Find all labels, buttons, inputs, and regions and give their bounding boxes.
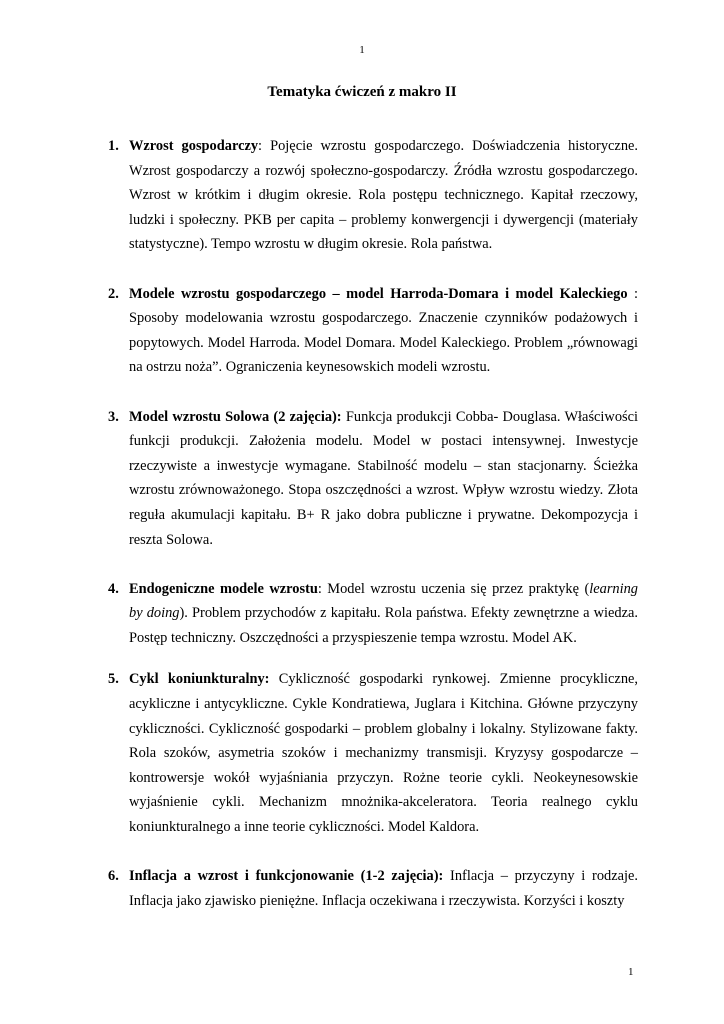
topic-number: 2. <box>108 285 119 302</box>
topic-item-4 <box>108 577 638 651</box>
topic-number: 5. <box>108 671 119 688</box>
topic-item-1 <box>108 134 638 257</box>
topic-number: 3. <box>108 408 119 425</box>
topic-description: Inflacja – przyczyny i rodzaje. Inflacja jako zjawisko pieniężne. Inflacja oczekiwana i rzeczywista. Korzyści i koszty <box>129 868 638 909</box>
topic-number: 4. <box>108 580 119 597</box>
topic-heading: Inflacja a wzrost i funkcjonowanie (1-2 zajęcia): <box>129 868 444 885</box>
topic-item-5 <box>108 667 638 839</box>
topic-description: Cykliczność gospodarki rynkowej. Zmienne procykliczne, acykliczne i antycykliczne. Cykle Kondratiewa, Juglara i Kitchina. Główne przyczyny cykliczności. Cykliczność gospodarki – problem globalny i lokalny. Stylizowane fakty. Rola szoków, asymetria szoków i mechanizmy transmisji. Kryzysy gospodarcze – kontrowersje wokół wyjaśniania przyczyn. Rożne teorie cykli. Neokeynesowskie wyjaśnienie cykli. Mechanizm mnożnika-akceleratora. Teoria realnego cyklu koniunkturalnego a inne teorie cykliczności. Model Kaldora. <box>129 671 639 836</box>
topic-description: : Model wzrostu uczenia się przez praktykę ( <box>317 580 590 597</box>
topic-item-6 <box>108 864 638 913</box>
page-number-top: 1 <box>359 44 365 56</box>
topics-list <box>108 134 638 938</box>
page-number-bottom: 1 <box>628 966 634 978</box>
topic-description-continued: ). Problem przychodów z kapitału. Rola państwa. Efekty zewnętrzne a wiedza. Postęp techniczny. Oszczędności a przyspieszenie tempa wzrostu. Model AK. <box>129 605 638 646</box>
topic-italic-term: learning by doing <box>129 580 638 622</box>
topic-description: : Pojęcie wzrostu gospodarczego. Doświadczenia historyczne. Wzrost gospodarczy a rozwój społeczno-gospodarczy. Źródła wzrostu gospodarczego. Wzrost w krótkim i długim okresie. Rola postępu technicznego. Kapitał rzeczowy, ludzki i społeczny. PKB per capita – problemy konwergencji i dywergencji (materiały statystyczne). Tempo wzrostu w długim okresie. Rola państwa. <box>129 138 638 253</box>
topic-heading: Cykl koniunkturalny: <box>129 671 270 688</box>
document-title: Tematyka ćwiczeń z makro II <box>267 84 457 100</box>
topic-heading: Modele wzrostu gospodarczego – model Harroda-Domara i model Kaleckiego <box>129 285 628 302</box>
topic-item-3 <box>108 405 638 553</box>
topic-heading: Model wzrostu Solowa (2 zajęcia): <box>129 408 342 425</box>
topic-description: : Sposoby modelowania wzrostu gospodarczego. Znaczenie czynników podażowych i popytowych. Model Harroda. Model Domara. Model Kaleckiego. Problem „równowagi na ostrzu noża”. Ograniczenia keynesowskich modeli wzrostu. <box>129 285 638 376</box>
topic-number: 1. <box>108 138 119 154</box>
topic-item-2 <box>108 282 638 380</box>
topic-description: Funkcja produkcji Cobba- Douglasa. Właściwości funkcji produkcji. Założenia modelu. Model w postaci intensywnej. Inwestycje rzeczywiste a inwestycje wymagane. Stabilność modelu – stan stacjonarny. Ścieżka wzrostu zrównoważonego. Stopa oszczędności a wzrost. Wpływ wzrostu wiedzy. Złota reguła akumulacji kapitału. B+ R jako dobra publiczne i prywatne. Dekompozycja i reszta Solowa. <box>129 408 638 548</box>
topic-number: 6. <box>108 868 119 885</box>
topic-heading: Endogeniczne modele wzrostu <box>129 580 318 597</box>
topic-heading: Wzrost gospodarczy <box>129 138 259 154</box>
